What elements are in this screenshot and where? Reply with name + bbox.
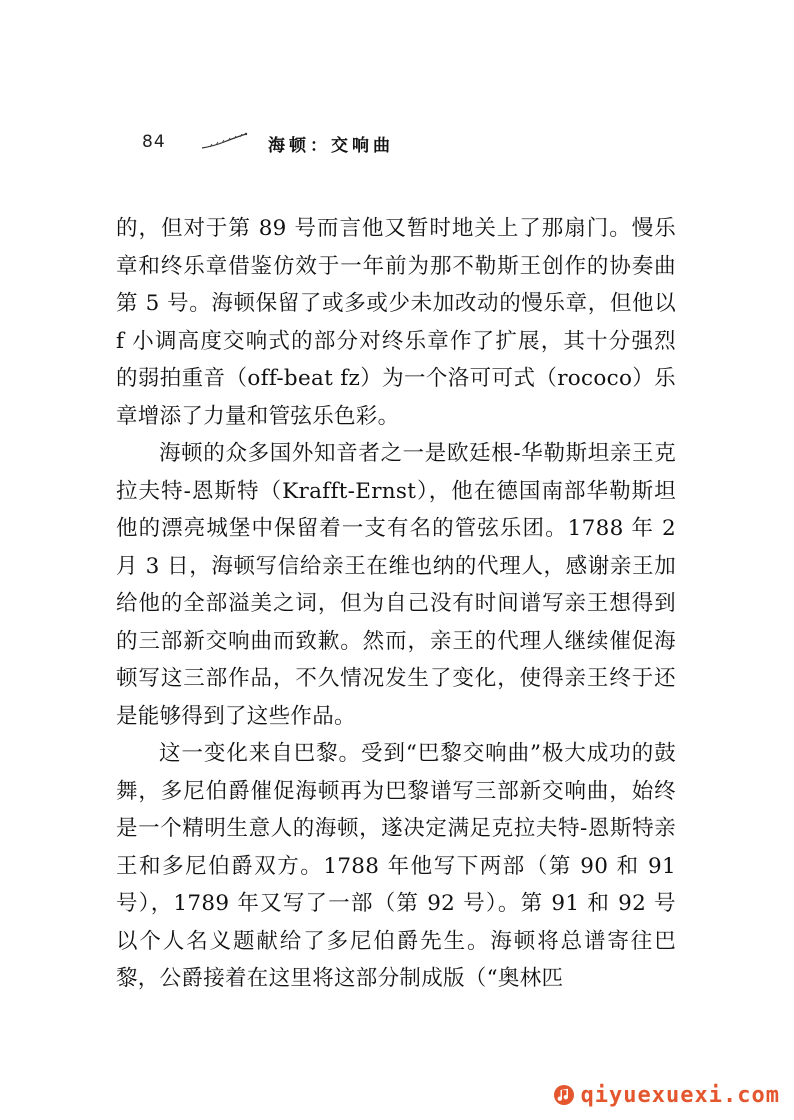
page-number: 84 — [142, 132, 166, 152]
body-text — [116, 210, 676, 998]
music-note-icon — [553, 1084, 575, 1106]
flourish-ornament-icon — [200, 130, 250, 152]
paragraph: 海顿的众多国外知音者之一是欧廷根-华勒斯坦亲王克拉夫特-恩斯特（Krafft-Ernst），他在德国南部华勒斯坦他的漂亮城堡中保留着一支有名的管弦乐团。1788 年 2 月 3 日，海顿写信给亲王在维也纳的代理人，感谢亲王加给他的全部溢美之词，但为自己没有时间谱写亲王想得到的三部新交响曲而致歉。然而，亲王的代理人继续催促海顿写这三部作品，不久情况发生了变化，使得亲王终于还是能够得到了这些作品。 — [116, 441, 676, 729]
paragraph: 这一变化来自巴黎。受到“巴黎交响曲”极大成功的鼓舞，多尼伯爵催促海顿再为巴黎谱写三部新交响曲，始终是一个精明生意人的海顿，遂决定满足克拉夫特-恩斯特亲王和多尼伯爵双方。1788 年他写下两部（第 90 和 91 号），1789 年又写了一部（第 92 号）。第 91 和 92 号以个人名义题献给了多尼伯爵先生。海顿将总谱寄往巴黎，公爵接着在这里将这部分制成版（“奥林匹 — [116, 741, 676, 991]
watermark-text: qiyuexuexi.com — [580, 1082, 780, 1108]
running-title: 海顿：交响曲 — [268, 136, 394, 156]
paragraph: 的，但对于第 89 号而言他又暂时地关上了那扇门。慢乐章和终乐章借鉴仿效于一年前为那不勒斯王创作的协奏曲第 5 号。海顿保留了或多或少未加改动的慢乐章，但他以 f 小调高度交响式的部分对终乐章作了扩展，其十分强烈的弱拍重音（off-beat fz）为一个洛可可式（rococo）乐章增添了力量和管弦乐色彩。 — [116, 216, 676, 429]
site-watermark — [553, 1080, 780, 1110]
page-header — [142, 128, 542, 158]
